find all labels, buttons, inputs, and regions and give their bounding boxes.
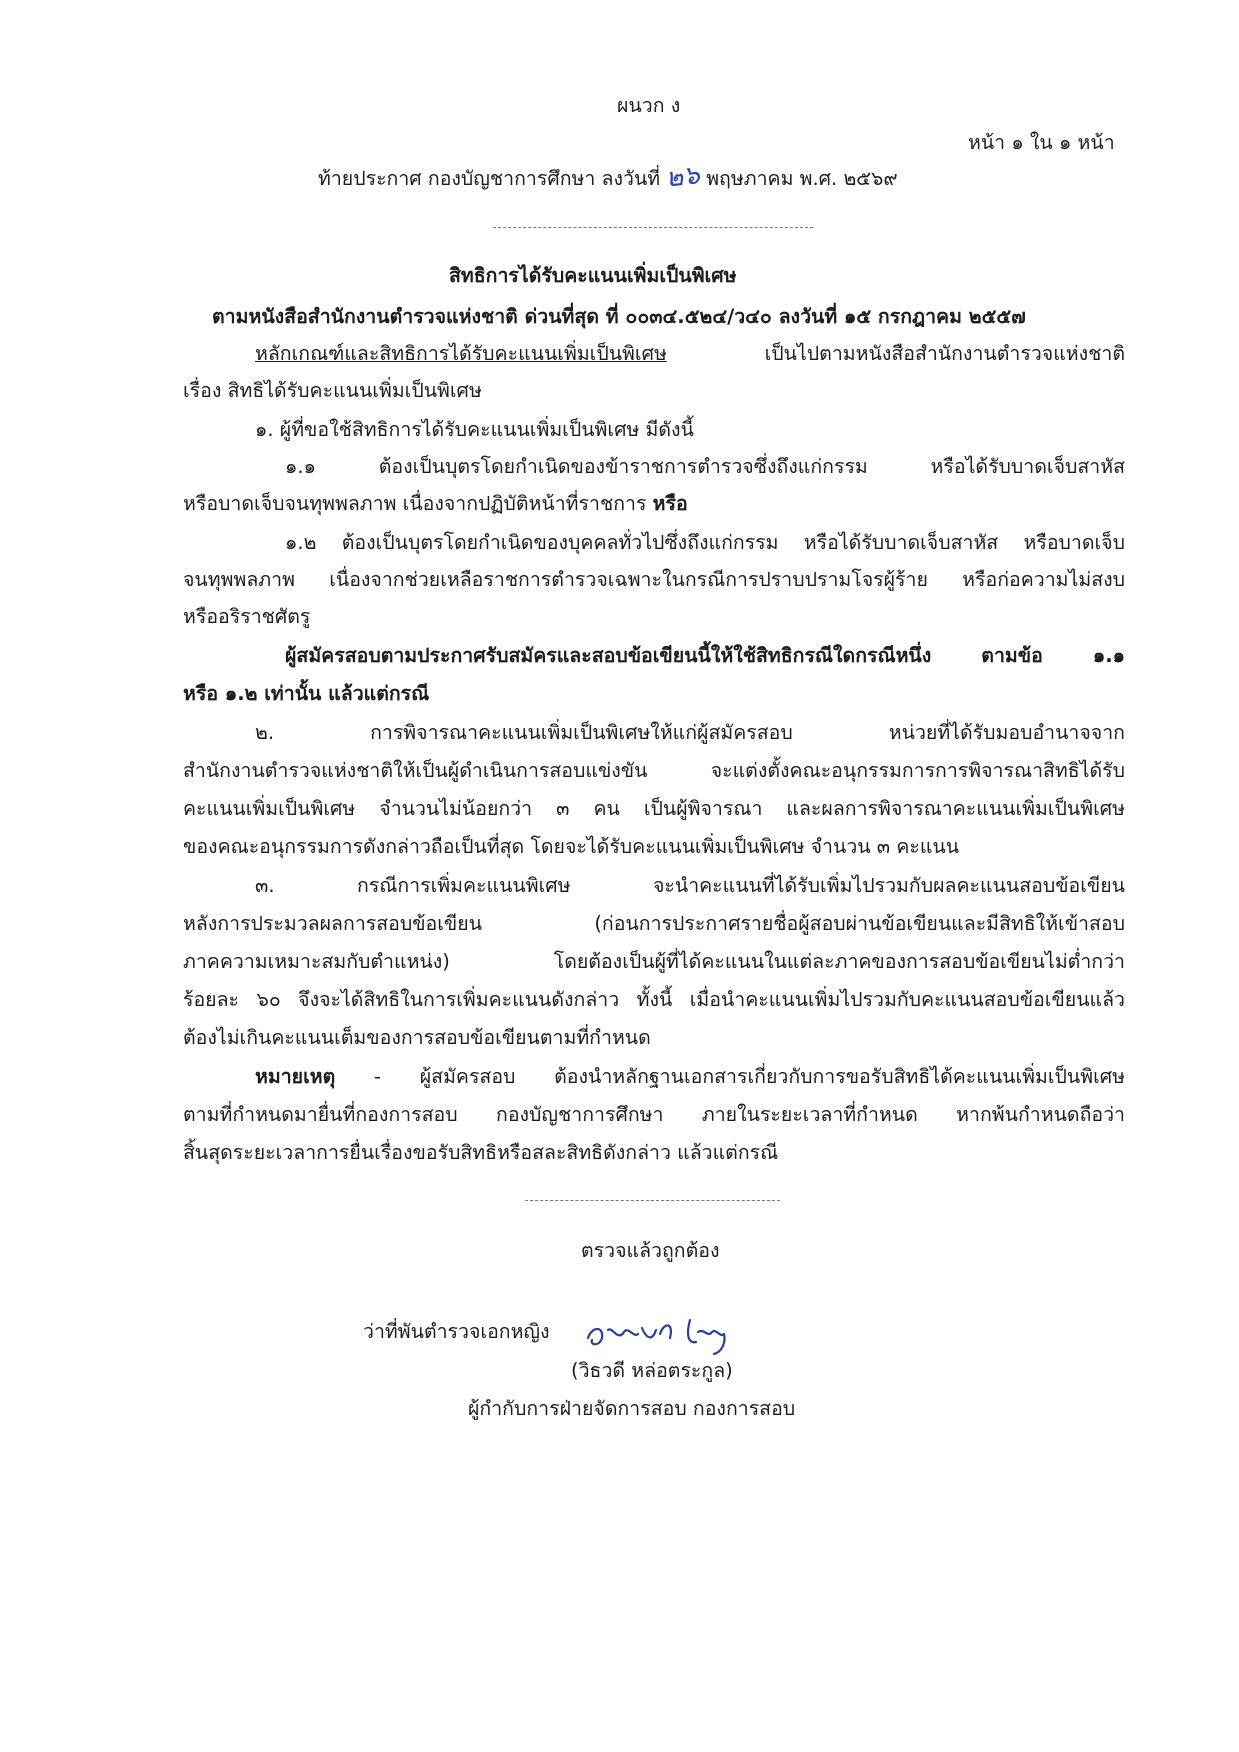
item-1-2-line-2: จนทุพพลภาพ เนื่องจากช่วยเหลือราชการตำรวจเฉพาะในกรณีการปราบปรามโจรผู้ร้าย หรือก่อความไม่สงบ xyxy=(183,568,1125,591)
bold-condition-line-2: หรือ ๑.๒ เท่านั้น แล้วแต่กรณี xyxy=(183,682,430,705)
intro-paragraph xyxy=(255,340,1125,368)
intro-underlined: หลักเกณฑ์และสิทธิการได้รับคะแนนเพิ่มเป็นพิเศษ xyxy=(255,342,667,365)
note-line-2: ตามที่กำหนดมายื่นที่กองการสอบ กองบัญชาการศึกษา ภายในระยะเวลาที่กำหนด หากพ้นกำหนดถือว่า xyxy=(183,1103,1125,1126)
item-1-1-line-2 xyxy=(183,490,688,518)
footer-divider xyxy=(525,1200,780,1201)
section2-line-1: ๒. การพิจารณาคะแนนเพิ่มเป็นพิเศษให้แก่ผู้สมัครสอบ หน่วยที่ได้รับมอบอำนาจจาก xyxy=(255,721,1125,744)
item-1-2-line-1: ๑.๒ ต้องเป็นบุตรโดยกำเนิดของบุคคลทั่วไปซึ่งถึงแก่กรรม หรือได้รับบาดเจ็บสาหัส หรือบาดเจ็บ xyxy=(285,531,1125,554)
intro-rest: เป็นไปตามหนังสือสำนักงานตำรวจแห่งชาติ xyxy=(666,342,1125,365)
item-1-1-line-1: ๑.๑ ต้องเป็นบุตรโดยกำเนิดของข้าราชการตำรวจซึ่งถึงแก่กรรม หรือได้รับบาดเจ็บสาหัส xyxy=(285,455,1125,478)
header-divider xyxy=(493,227,813,228)
attach-prefix: ท้ายประกาศ กองบัญชาการศึกษา ลงวันที่ xyxy=(318,167,661,190)
handwritten-signature xyxy=(582,1308,742,1358)
verified-text: ตรวจแล้วถูกต้อง xyxy=(581,1239,720,1262)
section2-line-3: คะแนนเพิ่มเป็นพิเศษ จำนวนไม่น้อยกว่า ๓ คน เป็นผู้พิจารณา และผลการพิจารณาคะแนนเพิ่มเป็นพิเศษ xyxy=(183,797,1125,820)
intro-line-2: เรื่อง สิทธิได้รับคะแนนเพิ่มเป็นพิเศษ xyxy=(183,379,482,402)
section3-line-1: ๓. กรณีการเพิ่มคะแนนพิเศษ จะนำคะแนนที่ได้รับเพิ่มไปรวมกับผลคะแนนสอบข้อเขียน xyxy=(255,874,1125,897)
note-line-1 xyxy=(255,1063,1125,1091)
doc-subtitle: ตามหนังสือสำนักงานตำรวจแห่งชาติ ด่วนที่สุด ที่ ๐๐๓๔.๕๒๔/ว๔๐ ลงวันที่ ๑๕ กรกฎาคม ๒๕๕๗ xyxy=(212,305,1026,328)
section3-line-3: ภาคความเหมาะสมกับตำแหน่ง) โดยต้องเป็นผู้ที่ได้คะแนนในแต่ละภาคของการสอบข้อเขียนไม่ต่ำกว่า xyxy=(183,950,1125,973)
signer-rank: ว่าที่พันตำรวจเอกหญิง xyxy=(363,1320,550,1343)
section2-line-2: สำนักงานตำรวจแห่งชาติให้เป็นผู้ดำเนินการสอบแข่งขัน จะแต่งตั้งคณะอนุกรรมการการพิจารณาสิทธิได้รับ xyxy=(183,759,1125,782)
item-1-1-or: หรือ xyxy=(652,492,688,515)
bold-condition-line-1: ผู้สมัครสอบตามประกาศรับสมัครและสอบข้อเขียนนี้ให้ใช้สิทธิกรณีใดกรณีหนึ่ง ตามข้อ ๑.๑ xyxy=(285,644,1125,667)
item-1-1-text: หรือบาดเจ็บจนทุพพลภาพ เนื่องจากปฏิบัติหน้าที่ราชการ xyxy=(183,492,653,515)
annex-label: ผนวก ง xyxy=(617,94,681,117)
section2-line-4: ของคณะอนุกรรมการดังกล่าวถือเป็นที่สุด โดยจะได้รับคะแนนเพิ่มเป็นพิเศษ จำนวน ๓ คะแนน xyxy=(183,835,960,858)
section3-line-2: หลังการประมวลผลการสอบข้อเขียน (ก่อนการประกาศรายชื่อผู้สอบผ่านข้อเขียนและมีสิทธิให้เข้าสอบ xyxy=(183,912,1125,935)
section1-heading: ๑. ผู้ที่ขอใช้สิทธิการได้รับคะแนนเพิ่มเป็นพิเศษ มีดังนี้ xyxy=(255,418,694,441)
section3-line-4: ร้อยละ ๖๐ จึงจะได้สิทธิในการเพิ่มคะแนนดังกล่าว ทั้งนี้ เมื่อนำคะแนนเพิ่มไปรวมกับคะแนนสอบข้อเขียนแล้ว xyxy=(183,988,1125,1011)
note-line-3: สิ้นสุดระยะเวลาการยื่นเรื่องขอรับสิทธิหรือสละสิทธิดังกล่าว แล้วแต่กรณี xyxy=(183,1141,779,1164)
attach-line xyxy=(318,160,898,194)
doc-title: สิทธิการได้รับคะแนนเพิ่มเป็นพิเศษ xyxy=(449,264,737,287)
signer-position: ผู้กำกับการฝ่ายจัดการสอบ กองการสอบ xyxy=(468,1397,796,1420)
page-number: หน้า ๑ ใน ๑ หน้า xyxy=(968,131,1115,154)
attach-suffix: พฤษภาคม พ.ศ. ๒๕๖๙ xyxy=(706,167,898,190)
note-label: หมายเหตุ xyxy=(255,1065,336,1088)
item-1-2-line-3: หรืออริราชศัตรู xyxy=(183,605,311,628)
signer-name: (วิธวดี หล่อตระกูล) xyxy=(571,1359,733,1382)
section3-line-5: ต้องไม่เกินคะแนนเต็มของการสอบข้อเขียนตามที่กำหนด xyxy=(183,1026,651,1049)
handwritten-day: ๒๖ xyxy=(664,160,702,194)
note-text: - ผู้สมัครสอบ ต้องนำหลักฐานเอกสารเกี่ยวกับการขอรับสิทธิได้คะแนนเพิ่มเป็นพิเศษ xyxy=(335,1065,1125,1088)
